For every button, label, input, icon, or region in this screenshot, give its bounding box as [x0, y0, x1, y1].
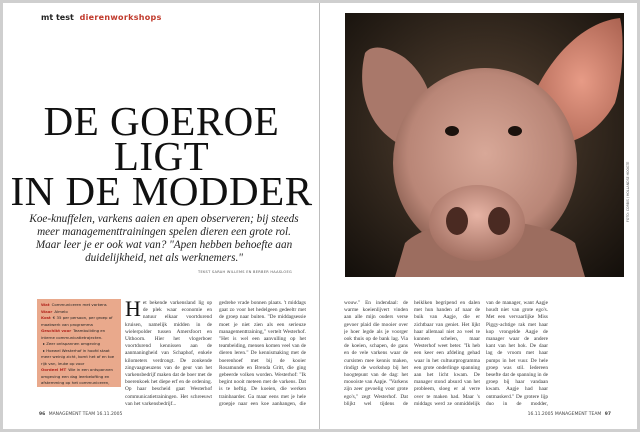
pig-photo — [345, 13, 624, 277]
info-row: Wat Communiceren met varkens — [41, 302, 107, 307]
left-eye — [445, 126, 459, 136]
headline-line: LIGT — [113, 133, 210, 179]
headline — [3, 98, 320, 214]
body-column-5 — [486, 300, 548, 408]
body-column-3 — [344, 300, 408, 408]
info-row: Geschikt voor Teambuilding en interne communicatietrajecten. — [41, 328, 106, 340]
body-column-2 — [219, 300, 306, 408]
info-row: Kost € 35 per persoon, per groep of maatwerk van programma — [41, 315, 113, 327]
topic-label: dierenworkshops — [79, 13, 162, 22]
info-row: ▸ Hoewel Westerhof in hoofd staat meer weinig zicht, komt het af en toe rijk van, leuke op voor — [41, 347, 115, 366]
section-header — [41, 13, 162, 22]
body-column-1 — [125, 300, 212, 408]
body-column-4 — [414, 300, 480, 408]
right-folio: 16.11.2005 MANAGEMENT TEAM 97 — [527, 412, 611, 417]
left-page — [3, 3, 320, 429]
drop-cap: H — [125, 300, 141, 321]
left-folio: 96 MANAGEMENT TEAM 16.11.2005 — [39, 412, 123, 417]
body-text: van de manager, want Aagje houdt niet van grote ego's. Met een vervaarlijke Miss Piggy-achtige rak met haar kop vrongelde Aagje de manager waar de andere kant van het hok. De daar lag de vroom met haar pumps in het vuur. De hele groep was stil. Iedereen besefte dat de spanning in de groep bij haar vandaan kwam. Aagje had haar ontmaskerd." De grotere lijp duo in de modder, — [486, 300, 548, 407]
info-row: Waar Almelo — [41, 308, 68, 314]
body-text: wouw." En indendaal: de warme koeienlijvert vinden aan alle mijn ouders verse gevoer plaid die mooier over je hoer legde als je voorger ook thuis op de bank lag. Via de koeien, schapen, de gans en de vele varkens waar de cursisten mee kennis maken, rindigt de workshop bij het hoogtepunt van de dag: het moooiste van Aapje. "Varkens zijn zeer gevoelig voor grote ego's," zegt Westerhof. Dat blijkt wel tijdens de — [344, 300, 408, 407]
body-text: gedrehe vrade bonnen plaats. 't middags gaat zo voor het hedelgeen gedeeltr met de groep naar buiten. "De middagsessie moet je niet zien als een serieuze managementtraining," vertelt Westerhof. "Het is wel een aanvulling op het teambeiding, mensen komen veel van de dieren leren." De kennismaking met de boerenhoef met bij de kooier Rosamunde en Brenda Gritt, die ging gebeerde volken worden. Westerhof: "Ik begint nooit meteen met de varkens. Dat is te heftig. De koeien, die werken trainbaarder. Ga maar eens met je hele groepje naar een koe aanhangen, die — [219, 300, 306, 407]
photo-credit: FOTO: CORBIS / HOLLANDSE HOOGTE — [626, 161, 630, 222]
author-credit: TEKST SARAH WILLEMS EN BERBER HAASLOEG — [198, 270, 292, 274]
section-label: mt test — [41, 13, 74, 22]
info-row: ▸ Zeer ontspannen omgeving — [43, 341, 101, 346]
pig-illustration — [345, 13, 624, 277]
body-text: et bekende varkensland lig op de plek waar economie en natuur elkaar voortdurend kruisen, namelijk midden in de wielerpolder tussen Amersfoort en Uithoorn. Hier het vlogerboer voortdurend kennissen aan de aanmaningheid van Schaphof, enkele kilometers verdrongt. De zonkende zingvaagneuzens van de geur van het varkensbedrijf maken dat de boer met de boerenkoek het diepe erf en de ordening. Op haar bescheid gaat Westerhof communicatietrainingen. Het schreeuwt van het varkensbedrijf... — [125, 300, 212, 407]
right-nostril — [488, 207, 510, 235]
headline-line: DE GOEROE — [43, 98, 280, 144]
right-eye — [508, 126, 522, 136]
pig-snout — [429, 185, 525, 261]
left-nostril — [446, 207, 468, 235]
headline-line: IN DE MODDER — [10, 168, 313, 214]
info-box — [37, 299, 121, 387]
lead-paragraph: Koe-knuffelen, varkens aaien en apen observeren; bij steeds meer managementtrainingen spelen dieren een grote rol. Maar leer je er ook wat van? "Apen hebben behoefte aan duidelijkheid, net als werknemers." — [29, 213, 299, 264]
body-text: heiklken begripend en dalen met hun handen af naar de buik van Aagje, die er zichtbaar van geniet. Het lijkt haar allemaal niet zo veel te kunnen schelen, maar Westerhof weet beter. "Ik heb een keer een afdeling gehad waar in het cultuurprogramma een grote onderlinge spanning aan het licht kwam. De manager stond absurd van het probleem, sloeg er al verre over te maken had. Maar 's middags werd ze onmiddelijk — [414, 300, 480, 407]
info-row: Oordeel MT Wie in een ontspannen omgeving een dag leerbelofting en afstemming op het communiceren, — [41, 367, 113, 385]
